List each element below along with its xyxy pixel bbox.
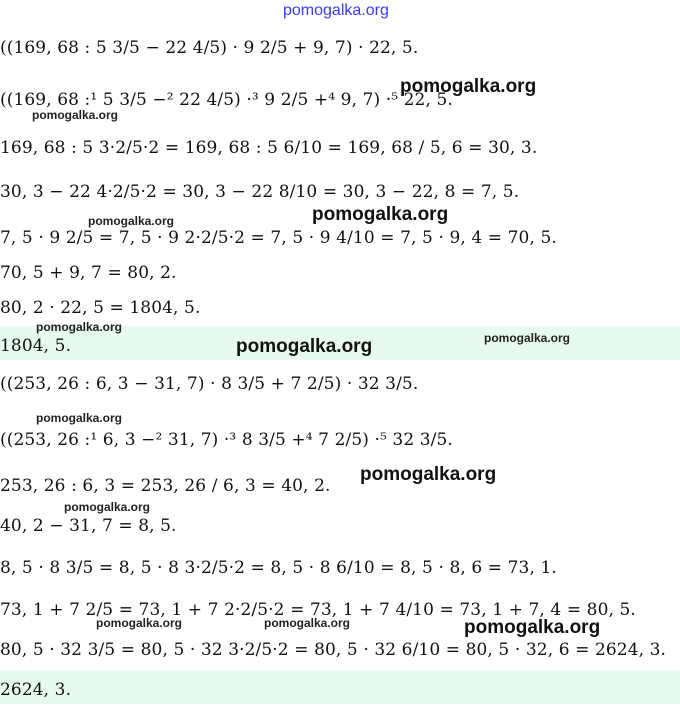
watermark: pomogalka.org (36, 320, 123, 334)
task2-answer: 2624, 3. (0, 680, 72, 700)
answer-highlight-2 (0, 670, 680, 704)
watermark: pomogalka.org (264, 616, 351, 630)
watermark: pomogalka.org (64, 500, 151, 514)
watermark: pomogalka.org (464, 617, 601, 638)
watermark: pomogalka.org (32, 108, 119, 122)
task1-answer: 1804, 5. (0, 336, 72, 356)
watermark: pomogalka.org (360, 464, 497, 485)
watermark: pomogalka.org (36, 411, 123, 425)
task2-step2: 40, 2 − 31, 7 = 8, 5. (0, 516, 177, 536)
task2-step4: 73, 1 + 7 2/5 = 73, 1 + 7 2·2/5·2 = 73, 1 + 7 4/10 = 73, 1 + 7, 4 = 80, 5. (0, 600, 636, 620)
watermark: pomogalka.org (312, 204, 449, 225)
task2-expression: ((253, 26 : 6, 3 − 31, 7) · 8 3/5 + 7 2/5) · 32 3/5. (0, 374, 419, 394)
task2-step1: 253, 26 : 6, 3 = 253, 26 / 6, 3 = 40, 2. (0, 476, 331, 496)
watermark: pomogalka.org (88, 214, 175, 228)
task1-step1: 169, 68 : 5 3·2/5·2 = 169, 68 : 5 6/10 = 169, 68 / 5, 6 = 30, 3. (0, 138, 538, 158)
task1-step5: 80, 2 · 22, 5 = 1804, 5. (0, 298, 201, 318)
task1-expression-ordered: ((169, 68 :¹ 5 3/5 −² 22 4/5) ·³ 9 2/5 +⁴ 9, 7) ·⁵ 22, 5. (0, 90, 453, 110)
task1-expression: ((169, 68 : 5 3/5 − 22 4/5) · 9 2/5 + 9, 7) · 22, 5. (0, 38, 419, 58)
task1-step4: 70, 5 + 9, 7 = 80, 2. (0, 263, 177, 283)
watermark: pomogalka.org (236, 336, 373, 357)
watermark: pomogalka.org (484, 331, 571, 345)
watermark: pomogalka.org (96, 616, 183, 630)
task1-step3: 7, 5 · 9 2/5 = 7, 5 · 9 2·2/5·2 = 7, 5 · 9 4/10 = 7, 5 · 9, 4 = 70, 5. (0, 228, 557, 248)
watermark: pomogalka.org (283, 2, 389, 19)
task2-step3: 8, 5 · 8 3/5 = 8, 5 · 8 3·2/5·2 = 8, 5 · 8 6/10 = 8, 5 · 8, 6 = 73, 1. (0, 558, 557, 578)
task2-expression-ordered: ((253, 26 :¹ 6, 3 −² 31, 7) ·³ 8 3/5 +⁴ 7 2/5) ·⁵ 32 3/5. (0, 430, 453, 450)
task1-step2: 30, 3 − 22 4·2/5·2 = 30, 3 − 22 8/10 = 30, 3 − 22, 8 = 7, 5. (0, 182, 520, 202)
task2-step5: 80, 5 · 32 3/5 = 80, 5 · 32 3·2/5·2 = 80, 5 · 32 6/10 = 80, 5 · 32, 6 = 2624, 3. (0, 640, 667, 660)
watermark: pomogalka.org (400, 76, 537, 97)
